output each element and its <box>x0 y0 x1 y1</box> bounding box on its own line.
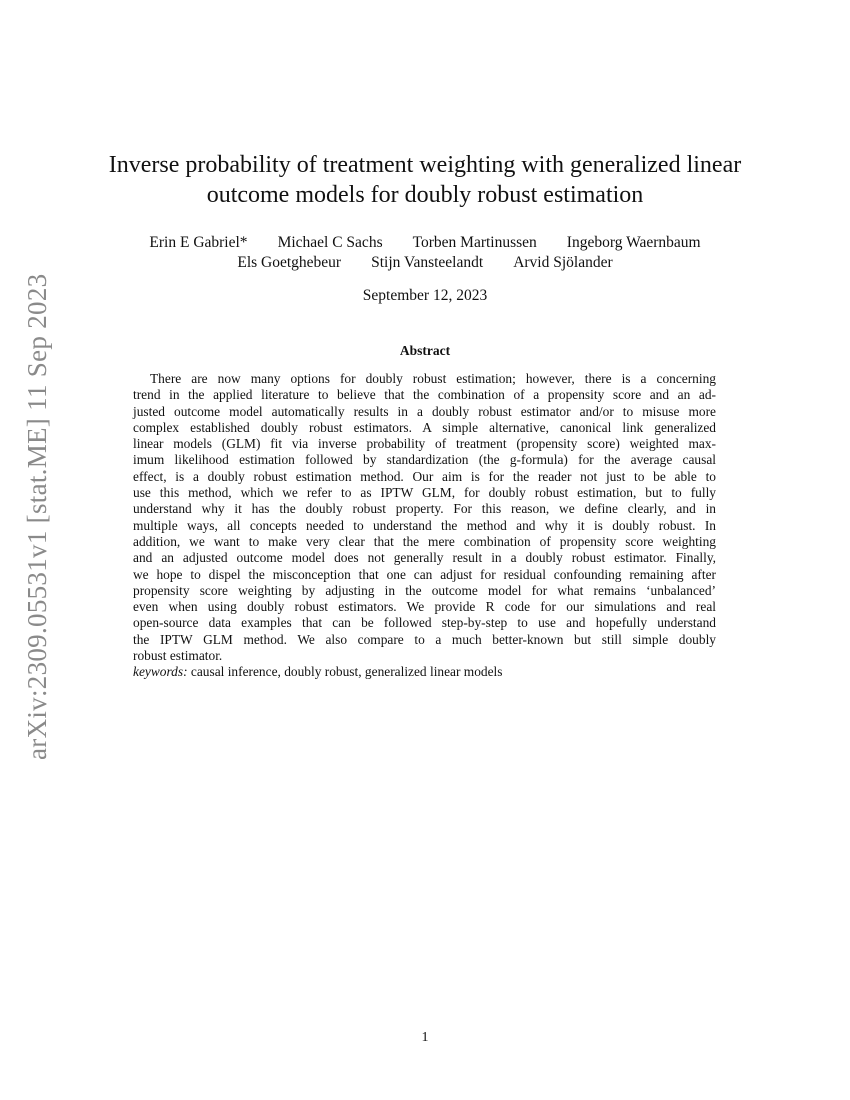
author: Erin E Gabriel* <box>149 234 248 251</box>
abstract-body <box>133 371 716 681</box>
abstract-line: we hope to dispel the misconception that one can adjust for residual confounding remaining after <box>133 566 716 582</box>
abstract-line: understand why it has the doubly robust property. For this reason, we define clearly, and in <box>133 501 716 517</box>
abstract-line: open-source data examples that can be followed step-by-step to use and hopefully understand <box>133 615 716 631</box>
abstract-line: addition, we want to make very clear that the mere combination of propensity score weighting <box>133 533 716 549</box>
author: Arvid Sjölander <box>513 254 613 271</box>
abstract-line: use this method, which we refer to as IPTW GLM, for doubly robust estimation, but to fully <box>133 485 716 501</box>
abstract-line: There are now many options for doubly robust estimation; however, there is a concerning <box>150 371 716 386</box>
abstract-line: and an adjusted outcome model does not generally result in a doubly robust estimator. Finally, <box>133 550 716 566</box>
abstract-line: linear models (GLM) fit via inverse probability of treatment (propensity score) weighted max- <box>133 436 716 452</box>
keywords <box>133 664 716 680</box>
author: Stijn Vansteelandt <box>371 254 484 271</box>
author: Els Goetghebeur <box>237 254 342 271</box>
abstract-heading: Abstract <box>399 343 451 358</box>
keywords-text: causal inference, doubly robust, generalized linear models <box>190 664 503 680</box>
abstract-line: robust estimator. <box>133 648 223 664</box>
authors-row <box>0 234 850 252</box>
abstract-line: trend in the applied literature to believe that the combination of a propensity score and an ad- <box>133 387 716 403</box>
date: September 12, 2023 <box>362 287 488 304</box>
abstract-line: multiple ways, all concepts needed to understand the method and why it is doubly robust. In <box>133 517 716 533</box>
author: Michael C Sachs <box>277 234 383 251</box>
page-number: 1 <box>421 1030 429 1045</box>
abstract-line: justed outcome model automatically results in a doubly robust estimator and/or to misuse more <box>133 403 716 419</box>
title-line: outcome models for doubly robust estimation <box>206 182 644 208</box>
abstract-line: even when using doubly robust estimators. We provide R code for our simulations and real <box>133 599 716 615</box>
author: Ingeborg Waernbaum <box>566 234 701 251</box>
abstract-line: imum likelihood estimation followed by standardization (the g-formula) for the average causal <box>133 452 716 468</box>
arxiv-identifier: arXiv:2309.05531v1 [stat.ME] 11 Sep 2023 <box>22 273 52 760</box>
authors-row <box>0 254 850 272</box>
abstract-line: complex established doubly robust estimators. A simple alternative, canonical link generalized <box>133 419 716 435</box>
title-line: Inverse probability of treatment weighting with generalized linear <box>108 152 742 178</box>
abstract-line: the IPTW GLM method. We also compare to a much better-known but still simple doubly <box>133 631 716 647</box>
abstract-line: effect, is a doubly robust estimation method. Our aim is for the reader not just to be able to <box>133 468 716 484</box>
keywords-label: keywords: <box>133 664 188 680</box>
author: Torben Martinussen <box>412 234 537 251</box>
paper-title <box>0 150 850 210</box>
abstract-line: propensity score weighting by adjusting in the outcome model for what remains ‘unbalanced’ <box>133 582 716 598</box>
